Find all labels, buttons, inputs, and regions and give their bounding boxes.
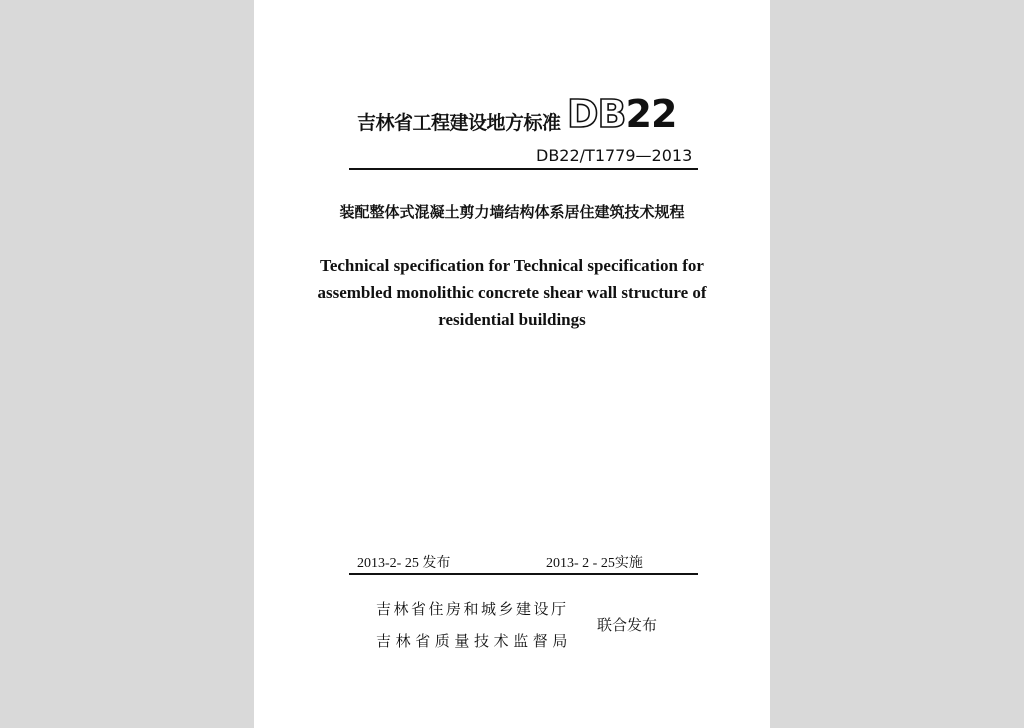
db-logo xyxy=(567,92,676,136)
document-title-english xyxy=(314,252,710,333)
title-en-line-3: residential buildings xyxy=(438,310,586,329)
title-en-line-2: assembled monolithic concrete shear wall structure of xyxy=(317,283,707,302)
issuer-housing-department: 吉林省住房和城乡建设厅 xyxy=(376,600,569,618)
db-logo-number: 22 xyxy=(625,92,677,136)
header-divider xyxy=(349,168,698,170)
footer-divider xyxy=(349,573,698,575)
implementation-date: 2013- 2 - 25实施 xyxy=(546,556,643,571)
title-en-line-1: Technical specification for Technical specification for xyxy=(320,256,704,275)
issuer-quality-bureau: 吉林省质量技术监督局 xyxy=(376,632,573,650)
document-page xyxy=(254,0,770,728)
standard-category-title: 吉林省工程建设地方标准 xyxy=(357,112,561,134)
document-title-chinese: 装配整体式混凝土剪力墙结构体系居住建筑技术规程 xyxy=(339,203,685,221)
standard-number: DB22/T1779—2013 xyxy=(536,146,693,165)
joint-issue-label: 联合发布 xyxy=(597,616,658,634)
db-logo-letters: DB xyxy=(567,92,626,136)
issue-date: 2013-2- 25 发布 xyxy=(357,556,451,571)
